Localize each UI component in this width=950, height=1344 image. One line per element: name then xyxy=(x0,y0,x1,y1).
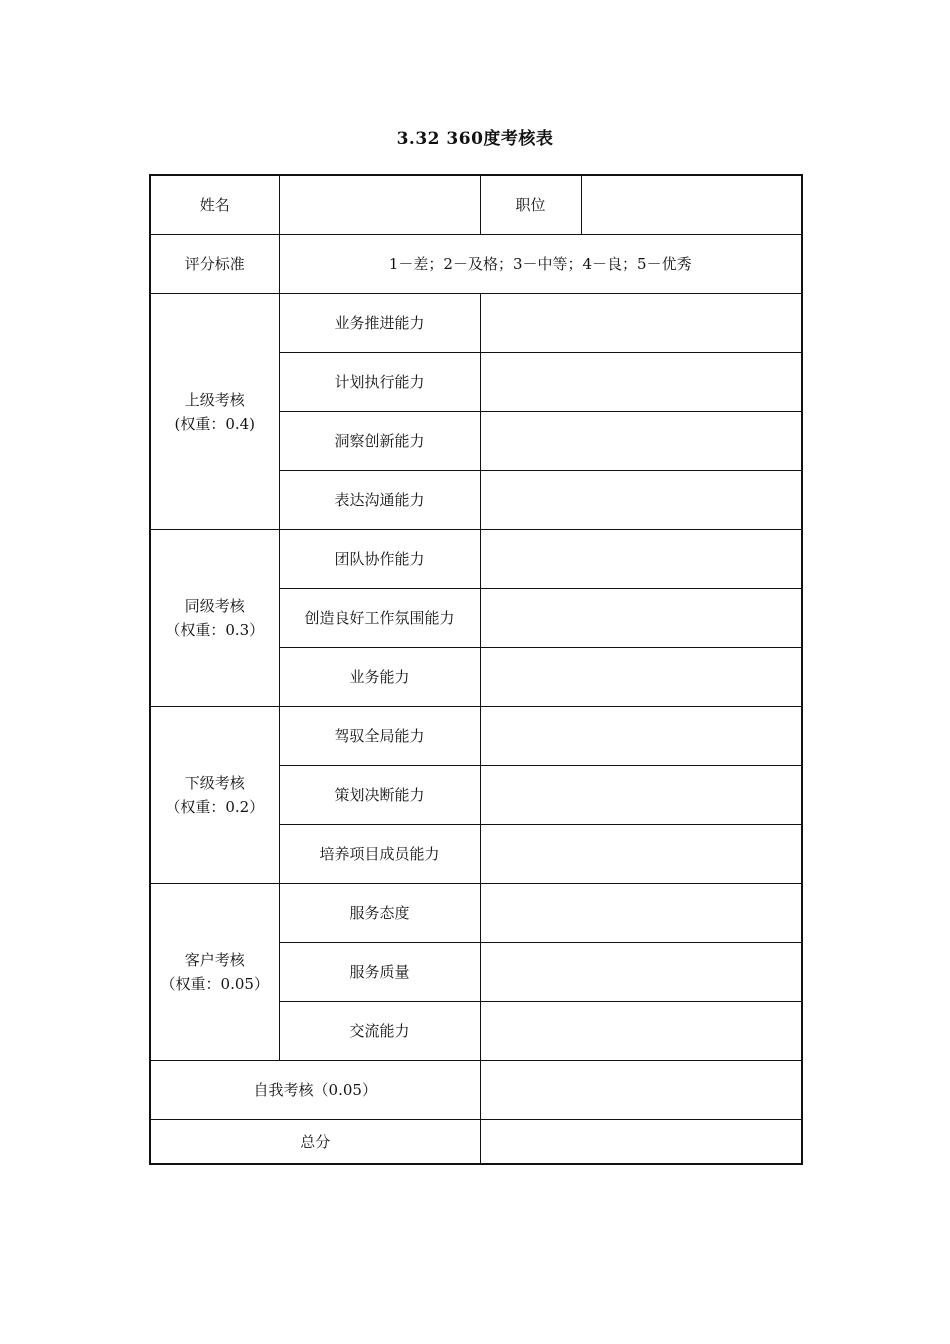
table-row xyxy=(150,707,802,766)
group-weight: (权重：0.4) xyxy=(174,414,256,433)
group-title: 客户考核 xyxy=(184,951,245,969)
score-field[interactable] xyxy=(480,530,802,589)
criterion-label: 团队协作能力 xyxy=(279,530,480,589)
criterion-label: 交流能力 xyxy=(279,1002,480,1061)
score-field[interactable] xyxy=(480,884,802,943)
position-field[interactable] xyxy=(581,175,802,235)
criterion-label: 计划执行能力 xyxy=(279,353,480,412)
criterion-label: 驾驭全局能力 xyxy=(279,707,480,766)
criterion-label: 洞察创新能力 xyxy=(279,412,480,471)
group-header-superior xyxy=(150,294,279,530)
scoring-row xyxy=(150,235,802,294)
criterion-label: 策划决断能力 xyxy=(279,766,480,825)
total-score-field[interactable] xyxy=(480,1120,802,1165)
criterion-label: 创造良好工作氛围能力 xyxy=(279,589,480,648)
group-header-subordinate xyxy=(150,707,279,884)
total-row xyxy=(150,1120,802,1165)
score-field[interactable] xyxy=(480,294,802,353)
group-title: 下级考核 xyxy=(184,774,245,792)
score-field[interactable] xyxy=(480,353,802,412)
criterion-label: 业务推进能力 xyxy=(279,294,480,353)
criterion-label: 表达沟通能力 xyxy=(279,471,480,530)
group-header-peer xyxy=(150,530,279,707)
score-field[interactable] xyxy=(480,1002,802,1061)
table-row xyxy=(150,884,802,943)
criterion-label: 服务态度 xyxy=(279,884,480,943)
criterion-label: 服务质量 xyxy=(279,943,480,1002)
group-title: 同级考核 xyxy=(184,597,245,615)
name-label: 姓名 xyxy=(150,175,279,235)
score-field[interactable] xyxy=(480,412,802,471)
position-label: 职位 xyxy=(480,175,581,235)
group-weight: （权重：0.2） xyxy=(165,798,265,816)
score-field[interactable] xyxy=(480,471,802,530)
total-label: 总分 xyxy=(150,1120,480,1165)
group-weight: （权重：0.3） xyxy=(165,621,265,639)
self-eval-label: 自我考核（0.05） xyxy=(150,1061,480,1120)
scoring-criteria: 1－差；2－及格；3－中等；4－良；5－优秀 xyxy=(279,235,802,294)
self-eval-row xyxy=(150,1061,802,1120)
group-title: 上级考核 xyxy=(184,390,245,409)
table-row xyxy=(150,530,802,589)
name-field[interactable] xyxy=(279,175,480,235)
header-row xyxy=(150,175,802,235)
group-weight: （权重：0.05） xyxy=(160,975,269,993)
criterion-label: 培养项目成员能力 xyxy=(279,825,480,884)
score-field[interactable] xyxy=(480,825,802,884)
score-field[interactable] xyxy=(480,766,802,825)
group-header-customer xyxy=(150,884,279,1061)
evaluation-table xyxy=(149,174,803,1165)
score-field[interactable] xyxy=(480,589,802,648)
score-field[interactable] xyxy=(480,707,802,766)
score-field[interactable] xyxy=(480,943,802,1002)
criterion-label: 业务能力 xyxy=(279,648,480,707)
score-field[interactable] xyxy=(480,648,802,707)
table-row xyxy=(150,294,802,353)
scoring-label: 评分标准 xyxy=(150,235,279,294)
self-eval-score-field[interactable] xyxy=(480,1061,802,1120)
page-title: 3.32 360度考核表 xyxy=(396,129,554,149)
